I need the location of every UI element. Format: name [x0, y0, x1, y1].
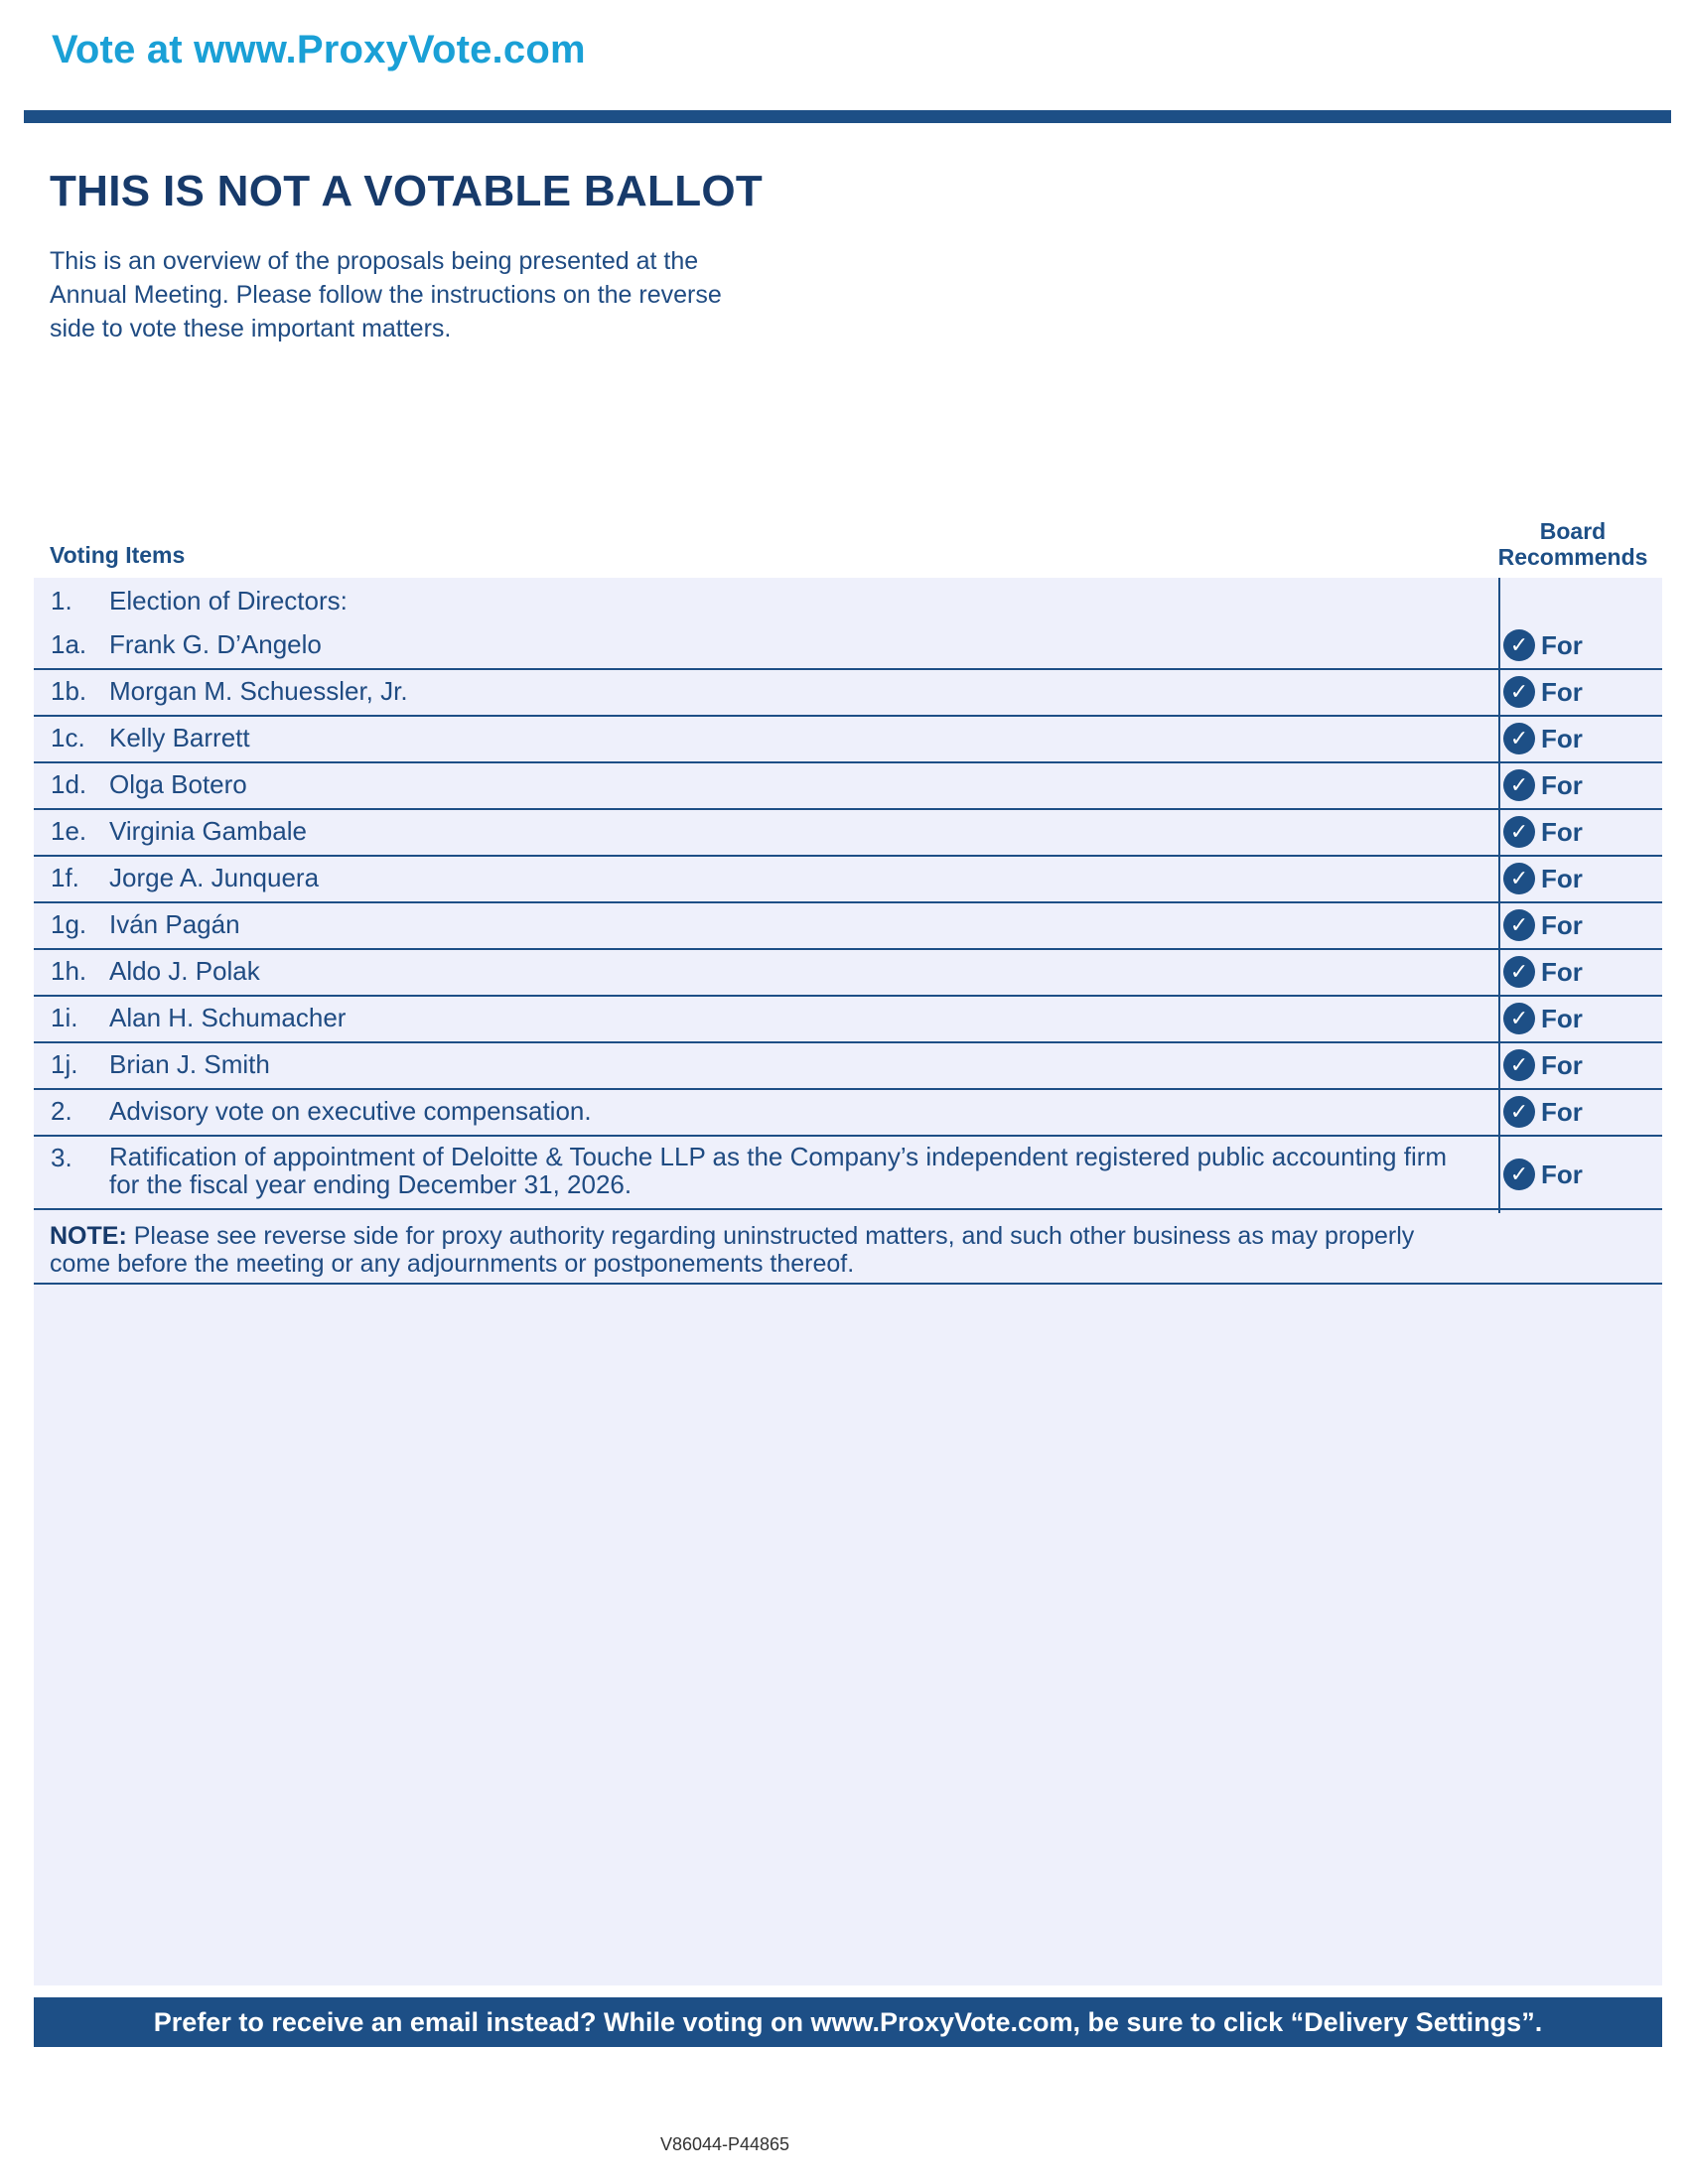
item-number: 1e.	[51, 816, 87, 846]
item-number: 1a.	[51, 629, 87, 659]
checkmark-circle-icon: ✓	[1503, 1159, 1535, 1190]
note-paragraph	[50, 1222, 1499, 1278]
recommendation-label: For	[1541, 1159, 1583, 1189]
item-label: Virginia Gambale	[109, 816, 307, 846]
board-recommendation	[1503, 676, 1583, 708]
item-label: Morgan M. Schuessler, Jr.	[109, 676, 408, 706]
intro-line: This is an overview of the proposals being presented at the	[50, 247, 699, 275]
board-recommendation	[1503, 629, 1583, 661]
delivery-settings-text: Prefer to receive an email instead? While voting on www.ProxyVote.com, be sure to click “Delivery Settings”.	[153, 2006, 1543, 2037]
header-divider	[24, 110, 1671, 123]
item-label: Frank G. D’Angelo	[109, 629, 322, 659]
recommendation-label: For	[1541, 816, 1583, 847]
item-label-line2: for the fiscal year ending December 31, 2026.	[109, 1169, 633, 1199]
note-divider	[34, 1283, 1662, 1285]
item-label: Olga Botero	[109, 769, 247, 799]
checkmark-circle-icon: ✓	[1503, 629, 1535, 661]
item-label	[109, 1143, 1509, 1198]
row-divider	[34, 948, 1662, 950]
recommendation-label: For	[1541, 909, 1583, 940]
row-divider	[34, 808, 1662, 810]
item-number: 1f.	[51, 863, 79, 892]
recommendation-label: For	[1541, 676, 1583, 707]
voting-item-row	[34, 1143, 1662, 1216]
row-divider	[34, 761, 1662, 763]
voting-items-header: Voting Items	[50, 542, 186, 568]
item-number: 1j.	[51, 1049, 78, 1079]
recommendation-label: For	[1541, 1049, 1583, 1080]
item-number: 3.	[51, 1143, 72, 1172]
section-heading-row	[34, 586, 1662, 619]
item-label: Alan H. Schumacher	[109, 1003, 347, 1032]
row-divider	[34, 901, 1662, 903]
item-number: 1i.	[51, 1003, 78, 1032]
item-number: 1c.	[51, 723, 85, 752]
recommendation-label: For	[1541, 769, 1583, 800]
recommendation-label: For	[1541, 723, 1583, 753]
note-text-line1: Please see reverse side for proxy authority regarding uninstructed matters, and such other business as may properly	[126, 1222, 1415, 1250]
board-recommendation	[1503, 1003, 1583, 1034]
board-recommendation	[1503, 863, 1583, 894]
section-number: 1.	[51, 586, 72, 615]
item-number: 1h.	[51, 956, 87, 986]
checkmark-circle-icon: ✓	[1503, 1096, 1535, 1128]
note-text-line2: come before the meeting or any adjournments or postponements thereof.	[50, 1250, 855, 1278]
board-recommendation	[1503, 909, 1583, 941]
checkmark-circle-icon: ✓	[1503, 816, 1535, 848]
item-label: Iván Pagán	[109, 909, 240, 939]
recommendation-label: For	[1541, 863, 1583, 893]
recommendation-label: For	[1541, 1003, 1583, 1033]
intro-line: side to vote these important matters.	[50, 315, 452, 342]
board-recommendation	[1503, 1159, 1583, 1190]
recommendation-label: For	[1541, 1096, 1583, 1127]
item-number: 2.	[51, 1096, 72, 1126]
row-divider	[34, 1135, 1662, 1137]
board-recommendation	[1503, 1049, 1583, 1081]
checkmark-circle-icon: ✓	[1503, 676, 1535, 708]
checkmark-circle-icon: ✓	[1503, 1003, 1535, 1034]
row-divider	[34, 995, 1662, 997]
item-label: Jorge A. Junquera	[109, 863, 320, 892]
intro-paragraph	[50, 244, 804, 345]
board-recommends-line2: Recommends	[1497, 544, 1648, 570]
delivery-settings-banner	[34, 1997, 1662, 2047]
intro-line: Annual Meeting. Please follow the instructions on the reverse	[50, 281, 722, 309]
board-recommendation	[1503, 769, 1583, 801]
item-label: Advisory vote on executive compensation.	[109, 1096, 592, 1126]
section-title: Election of Directors:	[109, 586, 348, 615]
item-number: 1d.	[51, 769, 87, 799]
board-recommendation	[1503, 723, 1583, 754]
row-divider	[34, 715, 1662, 717]
note-label: NOTE:	[50, 1222, 127, 1250]
document-id: V86044-P44865	[659, 2134, 790, 2154]
row-divider	[34, 1088, 1662, 1090]
item-label: Brian J. Smith	[109, 1049, 270, 1079]
checkmark-circle-icon: ✓	[1503, 769, 1535, 801]
recommendation-label: For	[1541, 629, 1583, 660]
row-divider	[34, 1041, 1662, 1043]
item-label: Kelly Barrett	[109, 723, 250, 752]
item-label: Aldo J. Polak	[109, 956, 260, 986]
board-recommends-line1: Board	[1539, 518, 1607, 544]
proxyvote-header-link[interactable]: Vote at www.ProxyVote.com	[52, 28, 586, 71]
checkmark-circle-icon: ✓	[1503, 723, 1535, 754]
board-recommends-header	[1489, 518, 1656, 570]
item-number: 1b.	[51, 676, 87, 706]
board-recommendation	[1503, 816, 1583, 848]
row-divider	[34, 668, 1662, 670]
checkmark-circle-icon: ✓	[1503, 863, 1535, 894]
board-recommendation	[1503, 1096, 1583, 1128]
checkmark-circle-icon: ✓	[1503, 956, 1535, 988]
page-title: THIS IS NOT A VOTABLE BALLOT	[50, 167, 764, 215]
checkmark-circle-icon: ✓	[1503, 1049, 1535, 1081]
row-divider	[34, 1208, 1662, 1210]
checkmark-circle-icon: ✓	[1503, 909, 1535, 941]
board-recommendation	[1503, 956, 1583, 988]
row-divider	[34, 855, 1662, 857]
item-number: 1g.	[51, 909, 87, 939]
recommendation-label: For	[1541, 956, 1583, 987]
item-label-line1: Ratification of appointment of Deloitte & Touche LLP as the Company’s independent registered public accounting firm	[109, 1142, 1448, 1171]
